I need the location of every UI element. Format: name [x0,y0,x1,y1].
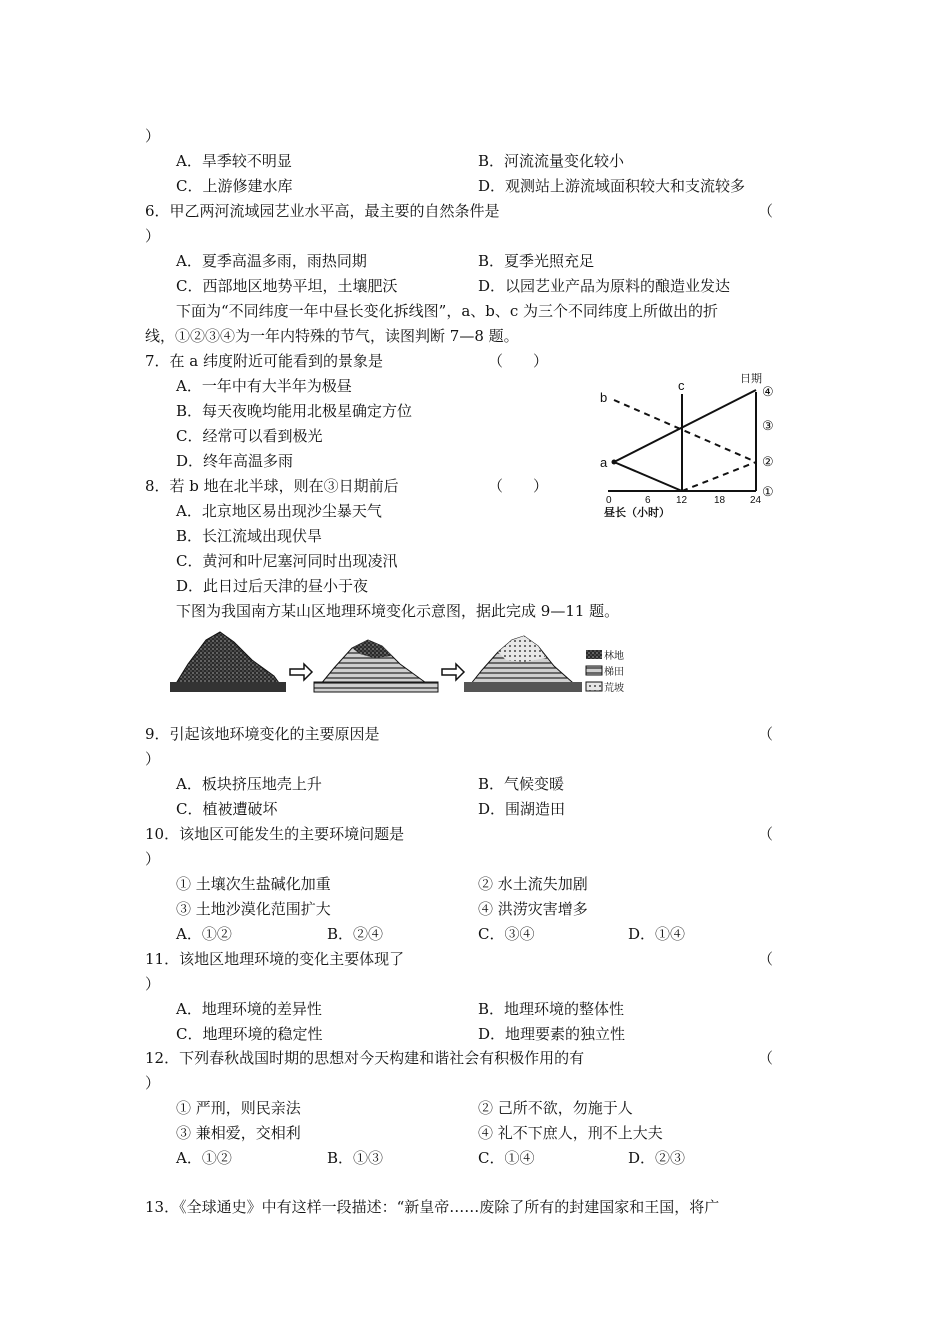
mountain-stage-3 [464,636,582,692]
legend-terrace-swatch [586,666,602,675]
q11-open-paren: （ [758,950,774,968]
q8-paren: （ ） [488,477,549,495]
q6-option-b: B．夏季光照充足 [478,252,595,270]
q12-option-c: C．①④ [478,1149,535,1167]
q8-stem: 8．若 b 地在北半球，则在③日期前后 [145,477,399,495]
legend-barren: 荒坡 [604,683,624,694]
q9-option-d: D．围湖造田 [478,800,566,818]
q11-option-c: C．地理环境的稳定性 [176,1025,323,1043]
mountain-stage-1 [170,632,286,692]
q6-option-c: C．西部地区地势平坦，土壤肥沃 [176,277,398,295]
q10-item-2: ② 水土流失加剧 [478,875,588,893]
line-b-lower [682,462,756,491]
q12-close-paren: ） [145,1074,161,1092]
q12-option-a: A．①② [176,1149,232,1167]
legend-forest: 林地 [604,651,624,662]
q10-item-1: ① 土壤次生盐碱化加重 [176,875,331,893]
q12-option-d: D．②③ [628,1149,686,1167]
q5-option-a: A．旱季较不明显 [176,152,292,170]
q12-item-4: ④ 礼不下庶人，刑不上大夫 [478,1124,663,1142]
q5-option-d: D．观测站上游流域面积较大和支流较多 [478,177,746,195]
q12-option-b: B．①③ [327,1149,384,1167]
q8-option-d: D．此日过后天津的昼小于夜 [176,577,369,595]
q7-stem: 7．在 a 纬度附近可能看到的景象是 [145,352,384,370]
q13-stem: 13．《全球通史》中有这样一段描述：“新皇帝……废除了所有的封建国家和王国，将广 [145,1198,720,1216]
q10-item-3: ③ 土地沙漠化范围扩大 [176,900,331,918]
date-4: ④ [762,384,774,399]
q7-option-a: A．一年中有大半年为极昼 [176,377,352,395]
line-a-upper [614,390,756,462]
legend-barren-swatch [586,682,602,691]
q7-paren: （ ） [488,352,549,370]
q9-option-a: A．板块挤压地壳上升 [176,775,322,793]
q12-item-3: ③ 兼相爱，交相利 [176,1124,301,1142]
q9-close-paren: ） [145,750,161,768]
q10-stem: 10．该地区可能发生的主要环境问题是 [145,825,405,843]
q11-option-b: B．地理环境的整体性 [478,1000,625,1018]
point-a [612,460,617,465]
q6-stem: 6．甲乙两河流域园艺业水平高，最主要的自然条件是 [145,202,500,220]
legend [586,649,624,694]
q11-option-d: D．地理要素的独立性 [478,1025,626,1043]
q12-open-paren: （ [758,1049,774,1067]
tick-0: 0 [606,495,612,506]
mountain-change-diagram [168,624,638,710]
tick-6: 6 [645,495,651,506]
q9-option-b: B．气候变暖 [478,775,565,793]
q11-option-a: A．地理环境的差异性 [176,1000,322,1018]
q11-close-paren: ） [145,975,161,993]
q10-item-4: ④ 洪涝灾害增多 [478,900,588,918]
q10-option-b: B．②④ [327,925,384,943]
tick-12: 12 [676,495,688,506]
q6-option-d: D．以园艺业产品为原料的酿造业发达 [478,277,731,295]
date-2: ② [762,454,774,469]
date-3: ③ [762,418,774,433]
q9-option-c: C．植被遭破坏 [176,800,278,818]
q7-option-c: C．经常可以看到极光 [176,427,323,445]
q10-close-paren: ） [145,850,161,868]
q6-open-paren: （ [758,202,774,220]
line-a-lower [614,462,682,491]
day-length-diagram [590,370,790,520]
q10-option-d: D．①④ [628,925,686,943]
mountain-stage-2 [314,640,438,692]
q10-option-a: A．①② [176,925,232,943]
q8-option-c: C．黄河和叶尼塞河同时出现凌汛 [176,552,398,570]
intro-9-11: 下图为我国南方某山区地理环境变化示意图，据此完成 9—11 题。 [176,602,620,620]
q7-option-b: B．每天夜晚均能用北极星确定方位 [176,402,413,420]
legend-forest-swatch [586,650,602,659]
q12-item-2: ② 己所不欲，勿施于人 [478,1099,633,1117]
q7-option-d: D．终年高温多雨 [176,452,294,470]
q8-option-b: B．长江流域出现伏旱 [176,527,323,545]
intro-7-8-line1: 下面为“不同纬度一年中昼长变化拆线图”，a、b、c 为三个不同纬度上所做出的折 [176,302,719,320]
q12-stem: 12．下列春秋战国时期的思想对今天构建和谐社会有积极作用的有 [145,1049,585,1067]
q5-option-b: B．河流流量变化较小 [478,152,625,170]
q11-stem: 11．该地区地理环境的变化主要体现了 [145,950,405,968]
q6-close-paren: ） [145,227,161,245]
q6-option-a: A．夏季高温多雨，雨热同期 [176,252,367,270]
line-b [614,400,756,462]
intro-7-8-line2: 线，①②③④为一年内特殊的节气，读图判断 7—8 题。 [145,327,519,345]
date-1: ① [762,484,774,499]
q5-close-paren: ） [145,127,161,145]
legend-terrace: 梯田 [604,667,624,678]
q10-open-paren: （ [758,825,774,843]
tick-18: 18 [714,495,726,506]
q9-stem: 9．引起该地环境变化的主要原因是 [145,725,380,743]
label-b: b [600,390,608,405]
tick-24: 24 [750,495,762,506]
label-a: a [600,455,608,470]
label-c: c [678,378,685,393]
date-title: 日期 [740,373,762,385]
q8-option-a: A．北京地区易出现沙尘暴天气 [176,502,382,520]
arrow-icon [290,664,312,680]
q9-open-paren: （ [758,725,774,743]
arrow-icon [442,664,464,680]
x-axis-label: 昼长（小时） [604,507,670,519]
q12-item-1: ① 严刑，则民亲法 [176,1099,301,1117]
q10-option-c: C．③④ [478,925,535,943]
q5-option-c: C．上游修建水库 [176,177,293,195]
